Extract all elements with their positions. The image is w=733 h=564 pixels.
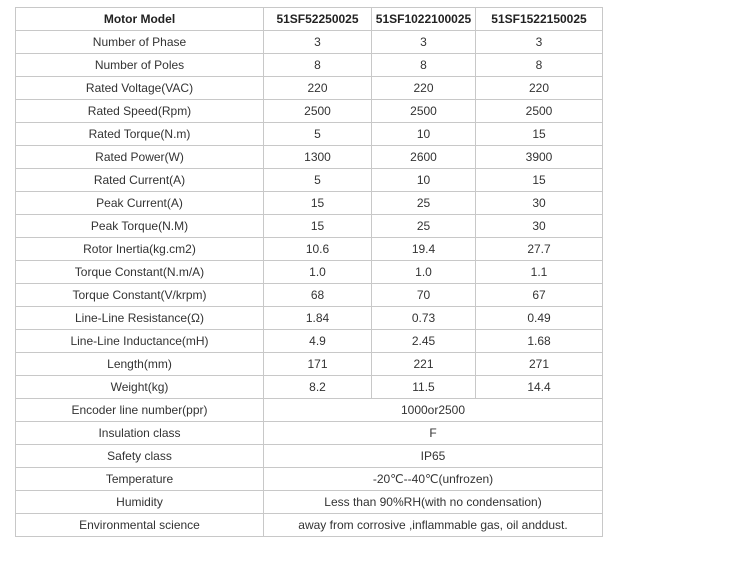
value-cell: 3: [476, 31, 603, 54]
value-cell: 3: [372, 31, 476, 54]
value-cell: 19.4: [372, 238, 476, 261]
motor-spec-table: [15, 7, 603, 537]
value-cell: 15: [264, 215, 372, 238]
table-row: [16, 54, 603, 77]
value-cell: 4.9: [264, 330, 372, 353]
value-cell: 1.1: [476, 261, 603, 284]
table-row: [16, 100, 603, 123]
row-label: Encoder line number(ppr): [16, 399, 264, 422]
value-cell: 67: [476, 284, 603, 307]
table-row: [16, 399, 603, 422]
table-row: [16, 445, 603, 468]
row-label: Peak Current(A): [16, 192, 264, 215]
model-header: 51SF1022100025: [372, 8, 476, 31]
row-label: Number of Poles: [16, 54, 264, 77]
table-row: [16, 261, 603, 284]
table-row: [16, 215, 603, 238]
value-cell: 8: [476, 54, 603, 77]
model-header: 51SF52250025: [264, 8, 372, 31]
value-cell: 3: [264, 31, 372, 54]
table-row: [16, 353, 603, 376]
value-cell: 25: [372, 192, 476, 215]
value-cell: 10: [372, 169, 476, 192]
value-cell: 14.4: [476, 376, 603, 399]
table-row: [16, 123, 603, 146]
value-cell: 15: [476, 123, 603, 146]
row-label: Line-Line Inductance(mH): [16, 330, 264, 353]
value-cell: 1300: [264, 146, 372, 169]
header-row: [16, 8, 603, 31]
shared-value-cell: 1000or2500: [264, 399, 603, 422]
value-cell: 5: [264, 123, 372, 146]
header-label: Motor Model: [16, 8, 264, 31]
value-cell: 10.6: [264, 238, 372, 261]
value-cell: 70: [372, 284, 476, 307]
value-cell: 2500: [372, 100, 476, 123]
table-row: [16, 491, 603, 514]
value-cell: 2600: [372, 146, 476, 169]
value-cell: 1.0: [372, 261, 476, 284]
table-row: [16, 284, 603, 307]
table-row: [16, 376, 603, 399]
row-label: Temperature: [16, 468, 264, 491]
table-row: [16, 330, 603, 353]
table-row: [16, 146, 603, 169]
value-cell: 8: [372, 54, 476, 77]
value-cell: 1.68: [476, 330, 603, 353]
table-row: [16, 169, 603, 192]
row-label: Peak Torque(N.M): [16, 215, 264, 238]
value-cell: 220: [264, 77, 372, 100]
value-cell: 171: [264, 353, 372, 376]
value-cell: 221: [372, 353, 476, 376]
value-cell: 8.2: [264, 376, 372, 399]
row-label: Rated Torque(N.m): [16, 123, 264, 146]
table-row: [16, 31, 603, 54]
value-cell: 30: [476, 192, 603, 215]
row-label: Weight(kg): [16, 376, 264, 399]
table-row: [16, 307, 603, 330]
value-cell: 3900: [476, 146, 603, 169]
value-cell: 1.0: [264, 261, 372, 284]
row-label: Rated Power(W): [16, 146, 264, 169]
row-label: Rated Voltage(VAC): [16, 77, 264, 100]
value-cell: 2500: [476, 100, 603, 123]
row-label: Torque Constant(V/krpm): [16, 284, 264, 307]
table-row: [16, 422, 603, 445]
table-row: [16, 77, 603, 100]
value-cell: 15: [264, 192, 372, 215]
value-cell: 1.84: [264, 307, 372, 330]
value-cell: 2500: [264, 100, 372, 123]
value-cell: 220: [476, 77, 603, 100]
shared-value-cell: IP65: [264, 445, 603, 468]
row-label: Humidity: [16, 491, 264, 514]
value-cell: 11.5: [372, 376, 476, 399]
value-cell: 27.7: [476, 238, 603, 261]
row-label: Safety class: [16, 445, 264, 468]
row-label: Rotor Inertia(kg.cm2): [16, 238, 264, 261]
value-cell: 0.73: [372, 307, 476, 330]
table-row: [16, 468, 603, 491]
shared-value-cell: Less than 90%RH(with no condensation): [264, 491, 603, 514]
table-row: [16, 514, 603, 537]
table-row: [16, 238, 603, 261]
model-header: 51SF1522150025: [476, 8, 603, 31]
value-cell: 8: [264, 54, 372, 77]
row-label: Environmental science: [16, 514, 264, 537]
row-label: Rated Current(A): [16, 169, 264, 192]
shared-value-cell: F: [264, 422, 603, 445]
row-label: Torque Constant(N.m/A): [16, 261, 264, 284]
value-cell: 25: [372, 215, 476, 238]
row-label: Line-Line Resistance(Ω): [16, 307, 264, 330]
table-row: [16, 192, 603, 215]
value-cell: 68: [264, 284, 372, 307]
value-cell: 30: [476, 215, 603, 238]
shared-value-cell: away from corrosive ,inflammable gas, oil anddust.: [264, 514, 603, 537]
value-cell: 220: [372, 77, 476, 100]
row-label: Length(mm): [16, 353, 264, 376]
value-cell: 2.45: [372, 330, 476, 353]
value-cell: 5: [264, 169, 372, 192]
value-cell: 271: [476, 353, 603, 376]
value-cell: 15: [476, 169, 603, 192]
value-cell: 0.49: [476, 307, 603, 330]
row-label: Insulation class: [16, 422, 264, 445]
value-cell: 10: [372, 123, 476, 146]
row-label: Number of Phase: [16, 31, 264, 54]
shared-value-cell: -20℃--40℃(unfrozen): [264, 468, 603, 491]
row-label: Rated Speed(Rpm): [16, 100, 264, 123]
